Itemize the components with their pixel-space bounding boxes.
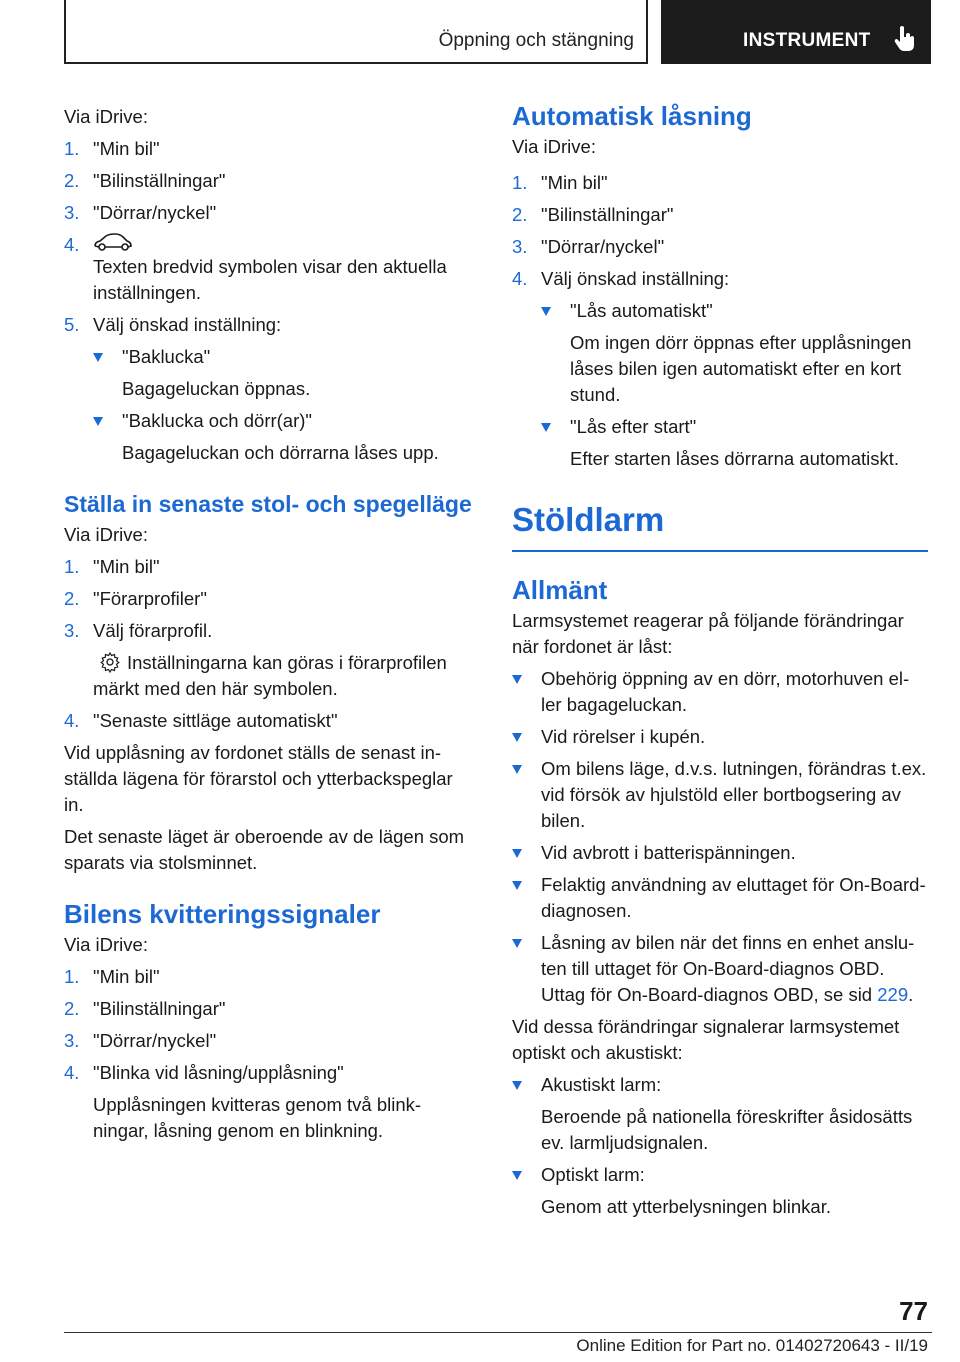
list-item [512, 666, 928, 718]
via-idrive-label: Via iDrive: [64, 106, 148, 127]
triangle-bullet-icon [541, 423, 551, 432]
bullet-text: Felaktig användning av eluttaget för On-Board-diagnosen. [541, 874, 926, 921]
step-number: 3. [512, 236, 528, 257]
bullet-text: Vid avbrott i batterispänningen. [541, 842, 796, 863]
option-description: Om ingen dörr öppnas efter upplåsningen låses bilen igen automatiskt efter en kort stund. [570, 332, 912, 405]
step-text: "Min bil" [541, 172, 608, 193]
list-item [512, 202, 928, 228]
via-idrive-label: Via iDrive: [64, 524, 148, 545]
triangle-bullet-icon [512, 1081, 522, 1090]
profile-note-text: Inställningarna kan göras i förarprofilen märkt med den här symbolen. [93, 652, 447, 699]
alarm-types [512, 1072, 928, 1220]
step-number: 1. [512, 172, 528, 193]
step-number: 3. [64, 202, 80, 223]
list-item [512, 756, 928, 834]
list-item [512, 724, 928, 750]
list-item [512, 840, 928, 866]
list-item [64, 344, 476, 402]
option-description: Bagageluckan öppnas. [122, 378, 311, 399]
option-description: Efter starten låses dörrarna automatiskt. [570, 448, 900, 469]
triangle-bullet-icon [93, 417, 103, 426]
bullet-text: Låsning av bilen när det finns en enhet anslu-ten till uttaget för On-Board-diagnos OBD. Uttag för On-Board-diagnos OBD, se sid [541, 932, 915, 1005]
list-item [512, 298, 928, 408]
step-number: 2. [512, 204, 528, 225]
step-number: 1. [64, 556, 80, 577]
step-text: "Min bil" [93, 966, 160, 987]
step-number: 2. [64, 588, 80, 609]
list-item [64, 232, 476, 306]
triangle-bullet-icon [512, 675, 522, 684]
option-text: "Lås efter start" [570, 416, 697, 437]
list-item [64, 964, 476, 990]
step-text: Välj önskad inställning: [541, 268, 730, 289]
step-text: "Bilinställningar" [93, 170, 226, 191]
left-column [64, 104, 476, 1150]
bullet-description: Beroende på nationella föreskrifter åsidosätts ev. larmljudsignalen. [541, 1106, 913, 1153]
option-text: "Lås automatiskt" [570, 300, 713, 321]
list-item [64, 586, 476, 612]
step-text: Välj önskad inställning: [93, 314, 282, 335]
car-icon [93, 232, 133, 252]
paragraph: Vid dessa förändringar signalerar larmsystemet optiskt och akustiskt: [512, 1016, 900, 1063]
right-column [512, 102, 928, 1226]
hand-pointer-icon [893, 25, 917, 53]
bullet-text: Om bilens läge, d.v.s. lutningen, förändras t.ex. vid försök av hjulstöld eller bortbogsering av bilen. [541, 758, 927, 831]
signal-note: Upplåsningen kvitteras genom två blink-ningar, låsning genom en blinkning. [93, 1094, 422, 1141]
option-description: Bagageluckan och dörrarna låses upp. [122, 442, 439, 463]
list-item [64, 708, 476, 734]
step-number: 5. [64, 314, 80, 335]
via-idrive-label: Via iDrive: [64, 934, 148, 955]
heading-theft-alarm: Stöldlarm [512, 500, 928, 552]
tailgate-options [64, 344, 476, 466]
step-number: 4. [64, 1062, 80, 1083]
triangle-bullet-icon [512, 765, 522, 774]
triangle-bullet-icon [512, 1171, 522, 1180]
step-text: "Dörrar/nyckel" [93, 1030, 217, 1051]
bullet-text: Vid rörelser i kupén. [541, 726, 706, 747]
auto-lock-steps [512, 170, 928, 292]
footer-divider [64, 1332, 932, 1333]
paragraph: Larmsystemet reagerar på följande förändringar när fordonet är låst: [512, 610, 904, 657]
list-item [512, 872, 928, 924]
step-number: 2. [64, 998, 80, 1019]
list-item [64, 1060, 476, 1144]
list-item [64, 996, 476, 1022]
step-number: 1. [64, 138, 80, 159]
paragraph: Det senaste läget är oberoende av de lägen som sparats via stolsminnet. [64, 826, 465, 873]
step-text: "Dörrar/nyckel" [93, 202, 217, 223]
paragraph: Vid upplåsning av fordonet ställs de senast in-ställda lägena för förarstol och ytterbackspeglar in. [64, 742, 453, 815]
step-text: "Dörrar/nyckel" [541, 236, 665, 257]
auto-lock-options [512, 298, 928, 472]
list-item [64, 312, 476, 338]
profile-note [93, 650, 476, 702]
list-item [512, 1162, 928, 1220]
list-item [512, 1072, 928, 1156]
triangle-bullet-icon [512, 881, 522, 890]
list-item [64, 200, 476, 226]
step-number: 3. [64, 1030, 80, 1051]
step-text: "Min bil" [93, 556, 160, 577]
list-item [64, 554, 476, 580]
list-item [512, 234, 928, 260]
heading-general: Allmänt [512, 575, 608, 605]
step-text: "Bilinställningar" [93, 998, 226, 1019]
list-item: Låsning av bilen när det finns en enhet anslu-ten till uttaget för On-Board-diagnos OBD. Uttag för On-Board-diagnos OBD, se sid 229. [512, 930, 928, 1008]
list-item [512, 414, 928, 472]
via-idrive-label: Via iDrive: [512, 136, 596, 157]
header-chapter-label: INSTRUMENT [743, 30, 871, 51]
list-item [512, 170, 928, 196]
triangle-bullet-icon [93, 353, 103, 362]
bullet-description: Genom att ytterbelysningen blinkar. [541, 1196, 831, 1217]
alarm-triggers [512, 666, 928, 1008]
heading-seat-mirror: Ställa in senaste stol- och spegelläge [64, 491, 472, 517]
tailgate-steps [64, 136, 476, 338]
list-item [64, 618, 476, 702]
signal-steps [64, 964, 476, 1144]
step-text: "Senaste sittläge automatiskt" [93, 710, 338, 731]
bullet-text: Akustiskt larm: [541, 1074, 662, 1095]
list-item [64, 136, 476, 162]
triangle-bullet-icon [541, 307, 551, 316]
triangle-bullet-icon [512, 849, 522, 858]
list-item [64, 1028, 476, 1054]
header-section-title: Öppning och stängning [438, 30, 634, 51]
step-number: 3. [64, 620, 80, 641]
bullet-text: Optiskt larm: [541, 1164, 645, 1185]
heading-auto-lock: Automatisk låsning [512, 101, 752, 131]
page-number: 77 [899, 1296, 928, 1326]
step-text: Texten bredvid symbolen visar den aktuella inställningen. [93, 256, 447, 303]
step-text: "Förarprofiler" [93, 588, 207, 609]
step-number: 4. [64, 710, 80, 731]
step-number: 4. [512, 268, 528, 289]
header-section-box [64, 0, 648, 64]
gear-icon [99, 651, 121, 673]
triangle-bullet-icon [512, 939, 522, 948]
step-text: Välj förarprofil. [93, 620, 213, 641]
step-number: 1. [64, 966, 80, 987]
list-item [64, 408, 476, 466]
option-text: "Baklucka" [122, 346, 211, 367]
step-text: "Min bil" [93, 138, 160, 159]
bullet-text: Obehörig öppning av en dörr, motorhuven el-ler bagageluckan. [541, 668, 910, 715]
option-text: "Baklucka och dörr(ar)" [122, 410, 312, 431]
list-item [64, 168, 476, 194]
page-reference-link[interactable]: 229 [877, 984, 909, 1005]
heading-signals: Bilens kvitteringssignaler [64, 899, 381, 929]
seat-steps [64, 554, 476, 734]
step-text: "Blinka vid låsning/upplåsning" [93, 1062, 344, 1083]
footer-edition: Online Edition for Part no. 01402720643 - II/19 [576, 1336, 928, 1355]
step-number: 2. [64, 170, 80, 191]
header-chapter-tab[interactable] [661, 0, 931, 64]
triangle-bullet-icon [512, 733, 522, 742]
step-number: 4. [64, 234, 80, 255]
list-item [512, 266, 928, 292]
step-text: "Bilinställningar" [541, 204, 674, 225]
car-symbol-row [93, 232, 476, 254]
